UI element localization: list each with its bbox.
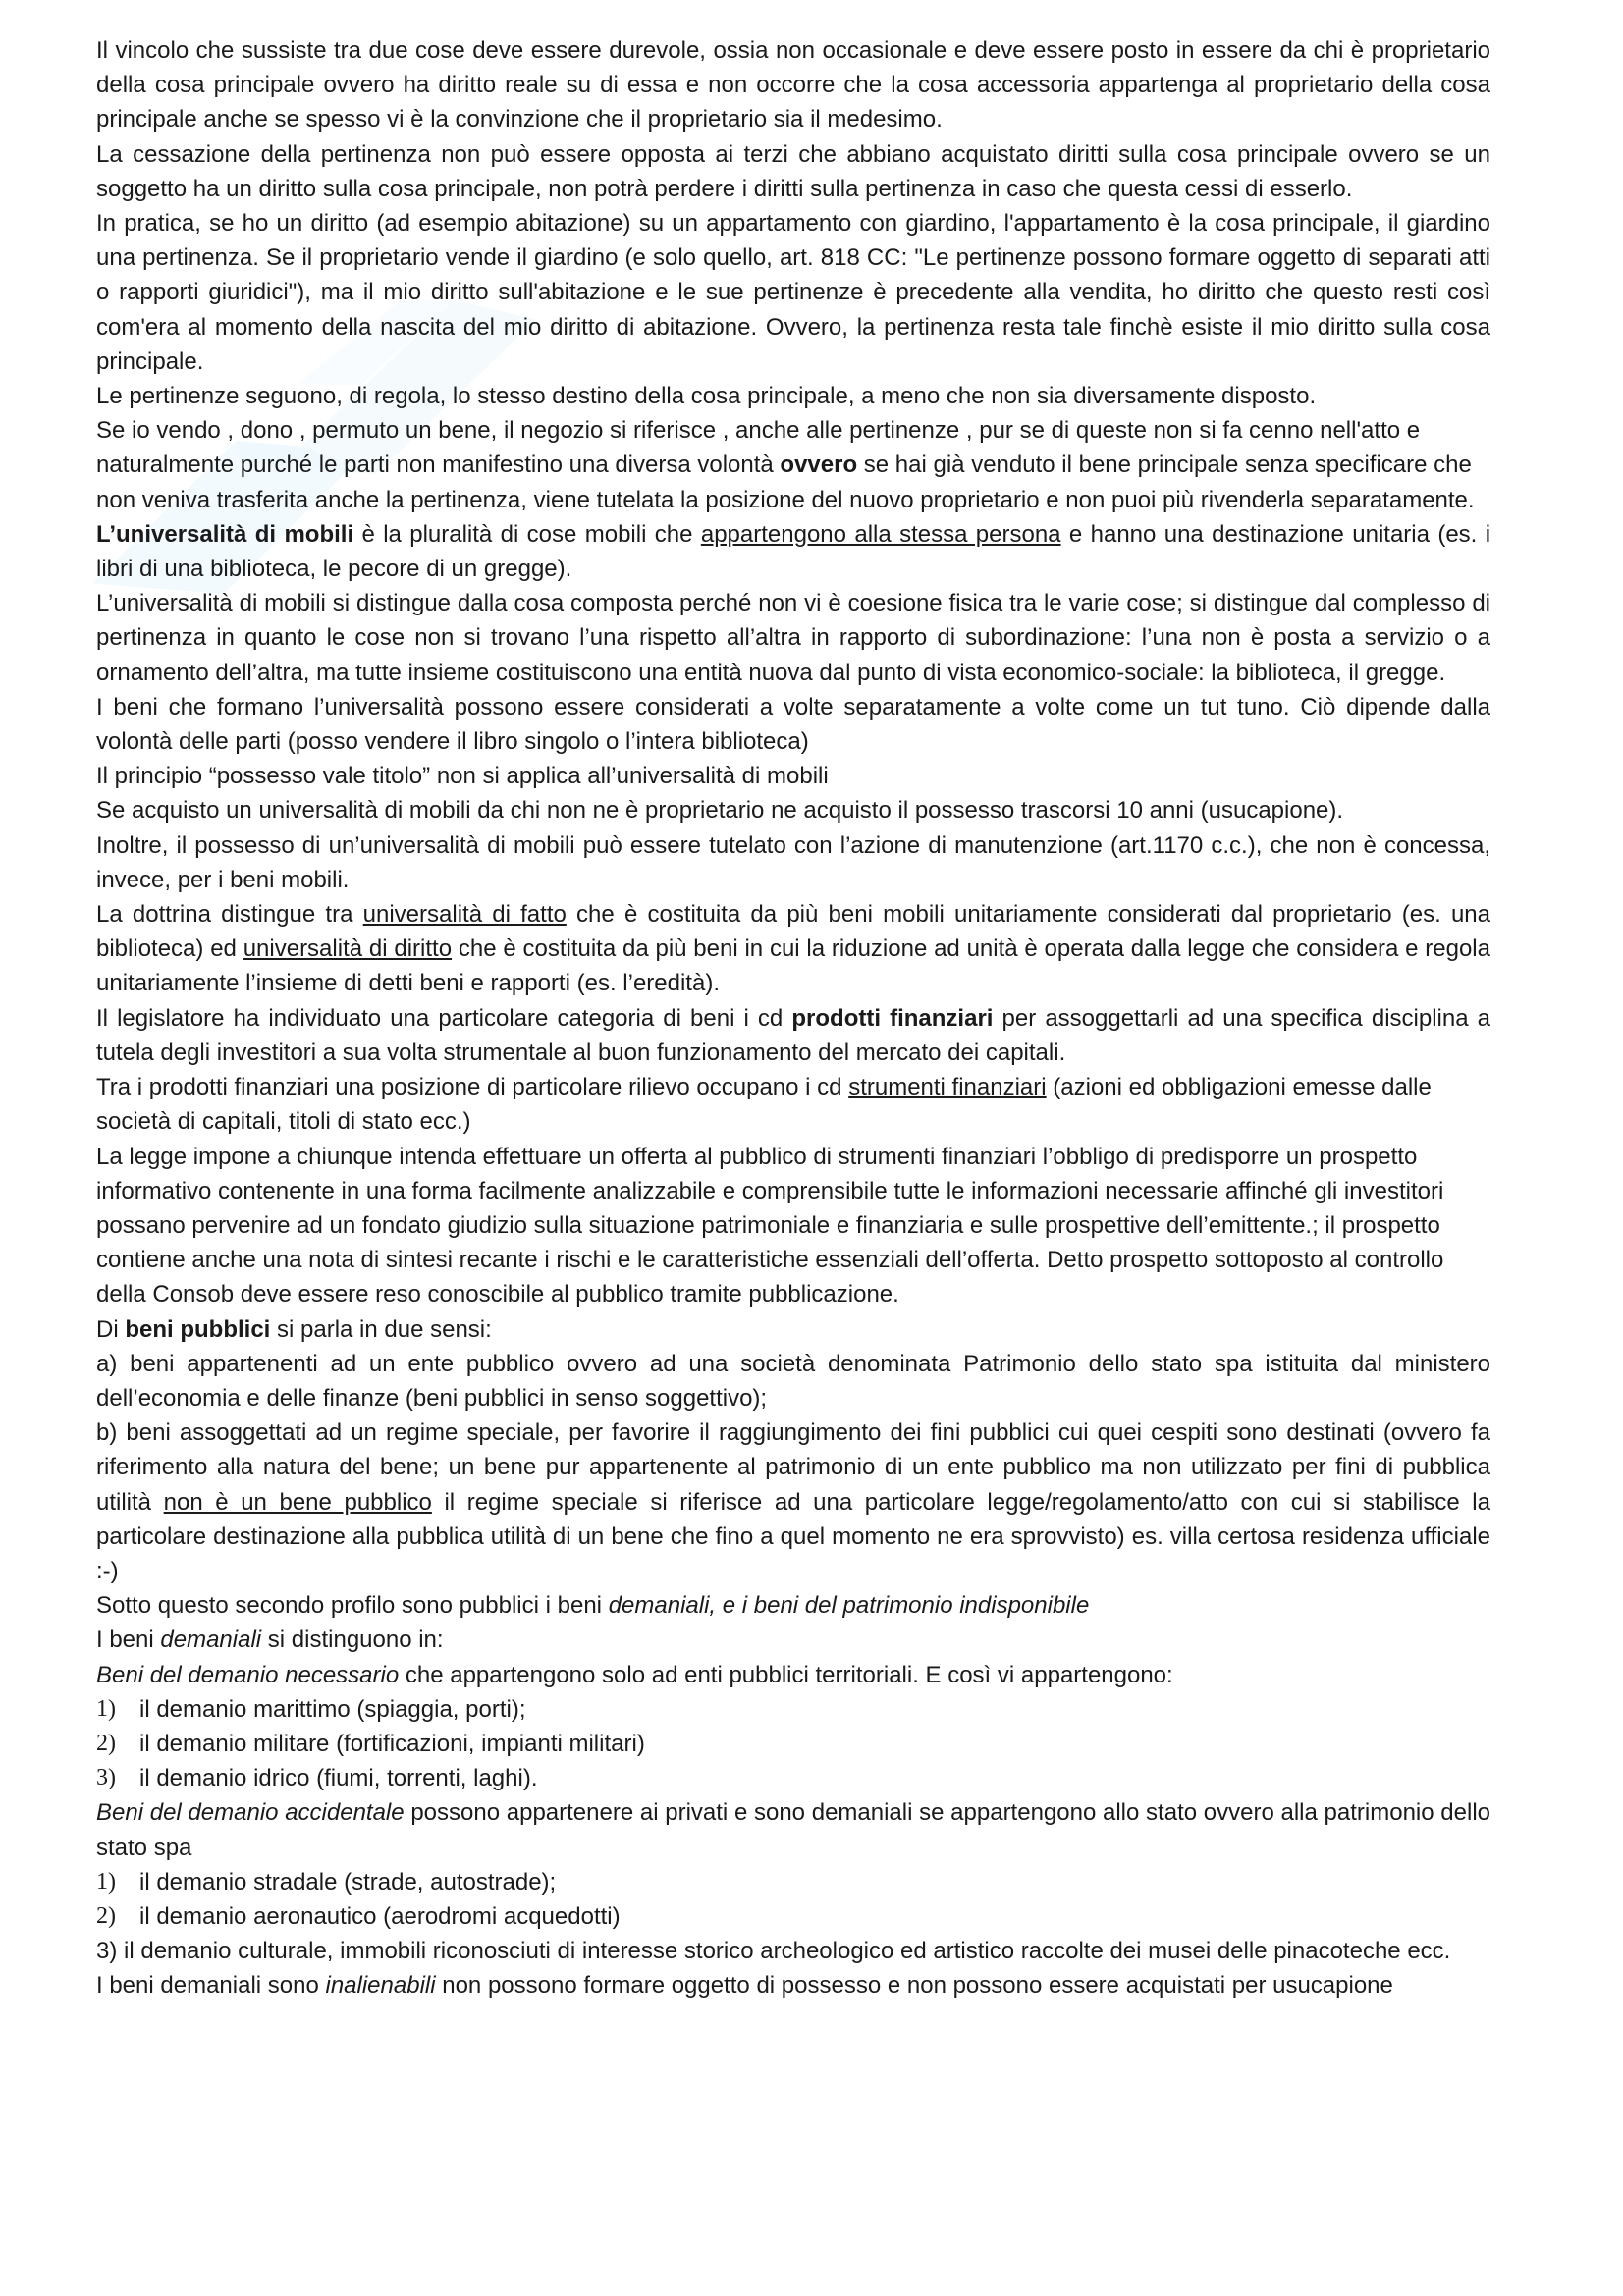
paragraph: [96, 1415, 1490, 1588]
underlined-run: universalità di diritto: [243, 935, 453, 963]
list-item: [96, 1934, 1490, 1968]
underlined-run: strumenti finanziari: [848, 1074, 1047, 1101]
bold-run: L’universalità di mobili: [96, 520, 354, 548]
underlined-run: appartengono alla stessa persona: [700, 520, 1061, 548]
paragraph: [96, 517, 1490, 586]
bold-run: prodotti finanziari: [791, 1004, 994, 1032]
paragraph: [96, 1658, 1490, 1692]
document-page: [96, 33, 1490, 2003]
underlined-run: non è un bene pubblico: [163, 1488, 432, 1516]
paragraph: In pratica, se ho un diritto (ad esempio abitazione) su un appartamento con giardino, l'appartamento è la cosa principale, il giardino una pertinenza. Se il proprietario vende il giardino (e solo quello, art. 818 CC: "Le pertinenze possono formare oggetto di separati atti o rapporti giuridici"), ma il mio diritto sull'abitazione e le sue pertinenze è precedente alla vendita, ho diritto che questo resti così com'era al momento della nascita del mio diritto di abitazione. Ovvero, la pertinenza resta tale finchè esiste il mio diritto sulla cosa principale.: [96, 210, 1490, 375]
text-run: (azioni ed obbligazioni emesse dalle società di capitali, titoli di stato ecc.): [96, 1074, 1432, 1136]
paragraph: [96, 1623, 1490, 1657]
paragraph: Le pertinenze seguono, di regola, lo stesso destino della cosa principale, a meno che non sia diversamente disposto.: [96, 383, 1317, 410]
list-demanio-necessario: [96, 1692, 1490, 1796]
text-run: che è costituita da più beni mobili unitariamente considerati dal proprietario (es. una biblioteca) ed: [96, 901, 1491, 963]
italic-run: Beni del demanio accidentale: [96, 1799, 405, 1827]
list-number: 2): [96, 1730, 116, 1756]
italic-run: demaniali: [160, 1627, 262, 1654]
list-item: [96, 1692, 1490, 1727]
text-run: possono appartenere ai privati e sono demaniali se appartengono allo stato ovvero alla patrimonio dello stato spa: [96, 1799, 1491, 1861]
text-run: Se io vendo , dono , permuto un bene, il negozio si riferisce , anche alle pertinenze , pur se di queste non si fa cenno nell'atto e naturalmente purché le parti non manifestino una diversa volontà: [96, 417, 1421, 479]
paragraph: Inoltre, il possesso di un’universalità di mobili può essere tutelato con l’azione di manutenzione (art.1170 c.c.), che non è concessa, invece, per i beni mobili.: [96, 831, 1490, 893]
paragraph: La legge impone a chiunque intenda effettuare un offerta al pubblico di strumenti finanziari l’obbligo di predisporre un prospetto informativo contenente in una forma facilmente analizzabile e comprensibile tutte le informazioni necessarie affinché gli investitori possano pervenire ad un fondato giudizio sulla situazione patrimoniale e finanziaria e sulle prospettive dell’emittente.; il prospetto contiene anche una nota di sintesi recante i rischi e le caratteristiche essenziali dell’offerta. Detto prospetto sottoposto al controllo della Consob deve essere reso conoscibile al pubblico tramite pubblicazione.: [96, 1143, 1444, 1308]
paragraph: La cessazione della pertinenza non può essere opposta ai terzi che abbiano acquistato diritti sulla cosa principale ovvero se un soggetto ha un diritto sulla cosa principale, non potrà perdere i diritti sulla pertinenza in caso che questa cessi di esserlo.: [96, 140, 1490, 202]
text-run: I beni: [96, 1627, 161, 1654]
text-run: Tra i prodotti finanziari una posizione di particolare rilievo occupano i cd: [96, 1074, 849, 1101]
text-run: che appartengono solo ad enti pubblici territoriali. E così vi appartengono:: [399, 1661, 1173, 1688]
paragraph: [96, 897, 1490, 1001]
paragraph: Se acquisto un universalità di mobili da chi non ne è proprietario ne acquisto il possesso trascorsi 10 anni (usucapione).: [96, 797, 1344, 825]
italic-run: inalienabili: [325, 1972, 436, 2000]
text-run: si distinguono in:: [261, 1627, 444, 1654]
text-run: non possono formare oggetto di possesso e non possono essere acquistati per usucapione: [435, 1972, 1393, 2000]
text-run: è la pluralità di cose mobili che: [353, 520, 701, 548]
list-number: 1): [96, 1868, 116, 1895]
list-item: [96, 1761, 1490, 1795]
paragraph: I beni che formano l’universalità possono essere considerati a volte separatamente a volte come un tut tuno. Ciò dipende dalla volontà delle parti (posso vendere il libro singolo o l’intera biblioteca): [96, 693, 1490, 756]
list-number: 2): [96, 1902, 116, 1929]
text-run: che è costituita da più beni in cui la riduzione ad unità è operata dalla legge che considera e regola unitariamente l’insieme di detti beni e rapporti (es. l’eredità).: [96, 935, 1490, 997]
list-text: il demanio marittimo (spiaggia, porti);: [139, 1695, 526, 1723]
text-run: se hai già venduto il bene principale senza specificare che non veniva trasferita anche la pertinenza, viene tutelata la posizione del nuovo proprietario e non puoi più rivenderla separatamente.: [96, 452, 1475, 513]
list-item: [96, 1899, 1490, 1934]
list-item: [96, 1865, 1490, 1899]
text-run: La dottrina distingue tra: [96, 901, 363, 929]
text-run: si parla in due sensi:: [270, 1315, 492, 1343]
list-item: [96, 1727, 1490, 1761]
list-number: 1): [96, 1695, 116, 1722]
text-run: I beni demaniali sono: [96, 1972, 326, 2000]
underlined-run: universalità di fatto: [362, 901, 567, 929]
text-run: il regime speciale si riferisce ad una particolare legge/regolamento/atto con cui si stabilisce la particolare destinazione alla pubblica utilità di un bene che fino a quel momento ne era sprovvisto) es. villa certosa residenza ufficiale :-): [96, 1488, 1490, 1584]
italic-run: Beni del demanio necessario: [96, 1661, 400, 1688]
paragraph: a) beni appartenenti ad un ente pubblico ovvero ad una società denominata Patrimonio dello stato spa istituita dal ministero dell’economia e delle finanze (beni pubblici in senso soggettivo);: [96, 1350, 1490, 1412]
list-number: 3): [96, 1765, 116, 1791]
list-text: il demanio culturale, immobili riconosciuti di interesse storico archeologico ed artistico raccolte dei musei delle pinacoteche ecc.: [124, 1938, 1451, 1965]
paragraph: [96, 1588, 1490, 1623]
list-text: il demanio aeronautico (aerodromi acquedotti): [139, 1902, 621, 1930]
text-run: e hanno una destinazione unitaria (es. i libri di una biblioteca, le pecore di un gregge).: [96, 520, 1491, 583]
list-demanio-accidentale: [96, 1865, 1490, 1969]
paragraph: Il principio “possesso vale titolo” non si applica all’universalità di mobili: [96, 763, 829, 790]
paragraph: [96, 1070, 1490, 1139]
paragraph: [96, 1795, 1490, 1864]
list-text: il demanio idrico (fiumi, torrenti, laghi).: [139, 1765, 538, 1792]
text-run: per assoggettarli ad una specifica disciplina a tutela degli investitori a sua volta strumentale al buon funzionamento del mercato dei capitali.: [96, 1004, 1491, 1066]
paragraph: [96, 413, 1490, 517]
list-number: 3): [96, 1938, 118, 1965]
text-run: Di: [96, 1315, 126, 1343]
bold-run: beni pubblici: [125, 1315, 271, 1343]
paragraph: Il vincolo che sussiste tra due cose deve essere durevole, ossia non occasionale e deve essere posto in essere da chi è proprietario della cosa principale ovvero ha diritto reale su di essa e non occorre che la cosa accessoria appartenga al proprietario della cosa principale anche se spesso vi è la convinzione che il proprietario sia il medesimo.: [96, 37, 1490, 133]
text-run: b) beni assoggettati ad un regime speciale, per favorire il raggiungimento dei fini pubblici cui quei cespiti sono destinati (ovvero fa riferimento alla natura del bene; un bene pur appartenente al patrimonio di un ente pubblico ma non utilizzato per fini di pubblica utilità: [96, 1419, 1490, 1516]
paragraph: [96, 1968, 1490, 2002]
paragraph: L’universalità di mobili si distingue dalla cosa composta perché non vi è coesione fisica tra le varie cose; si distingue dal complesso di pertinenza in quanto le cose non si trovano l’una rispetto all’altra in rapporto di subordinazione: l’una non è posta a servizio o a ornamento dell’altra, ma tutte insieme costituiscono una entità nuova dal punto di vista economico-sociale: la biblioteca, il gregge.: [96, 590, 1490, 686]
list-text: il demanio stradale (strade, autostrade);: [139, 1868, 557, 1896]
bold-run: ovvero: [780, 452, 858, 479]
list-text: il demanio militare (fortificazioni, impianti militari): [139, 1730, 645, 1757]
text-run: Il legislatore ha individuato una particolare categoria di beni i cd: [96, 1004, 792, 1032]
text-run: Sotto questo secondo profilo sono pubblici i beni: [96, 1592, 609, 1620]
paragraph: [96, 1001, 1490, 1070]
italic-run: demaniali, e i beni del patrimonio indisponibile: [608, 1592, 1090, 1620]
paragraph: [96, 1312, 1490, 1347]
